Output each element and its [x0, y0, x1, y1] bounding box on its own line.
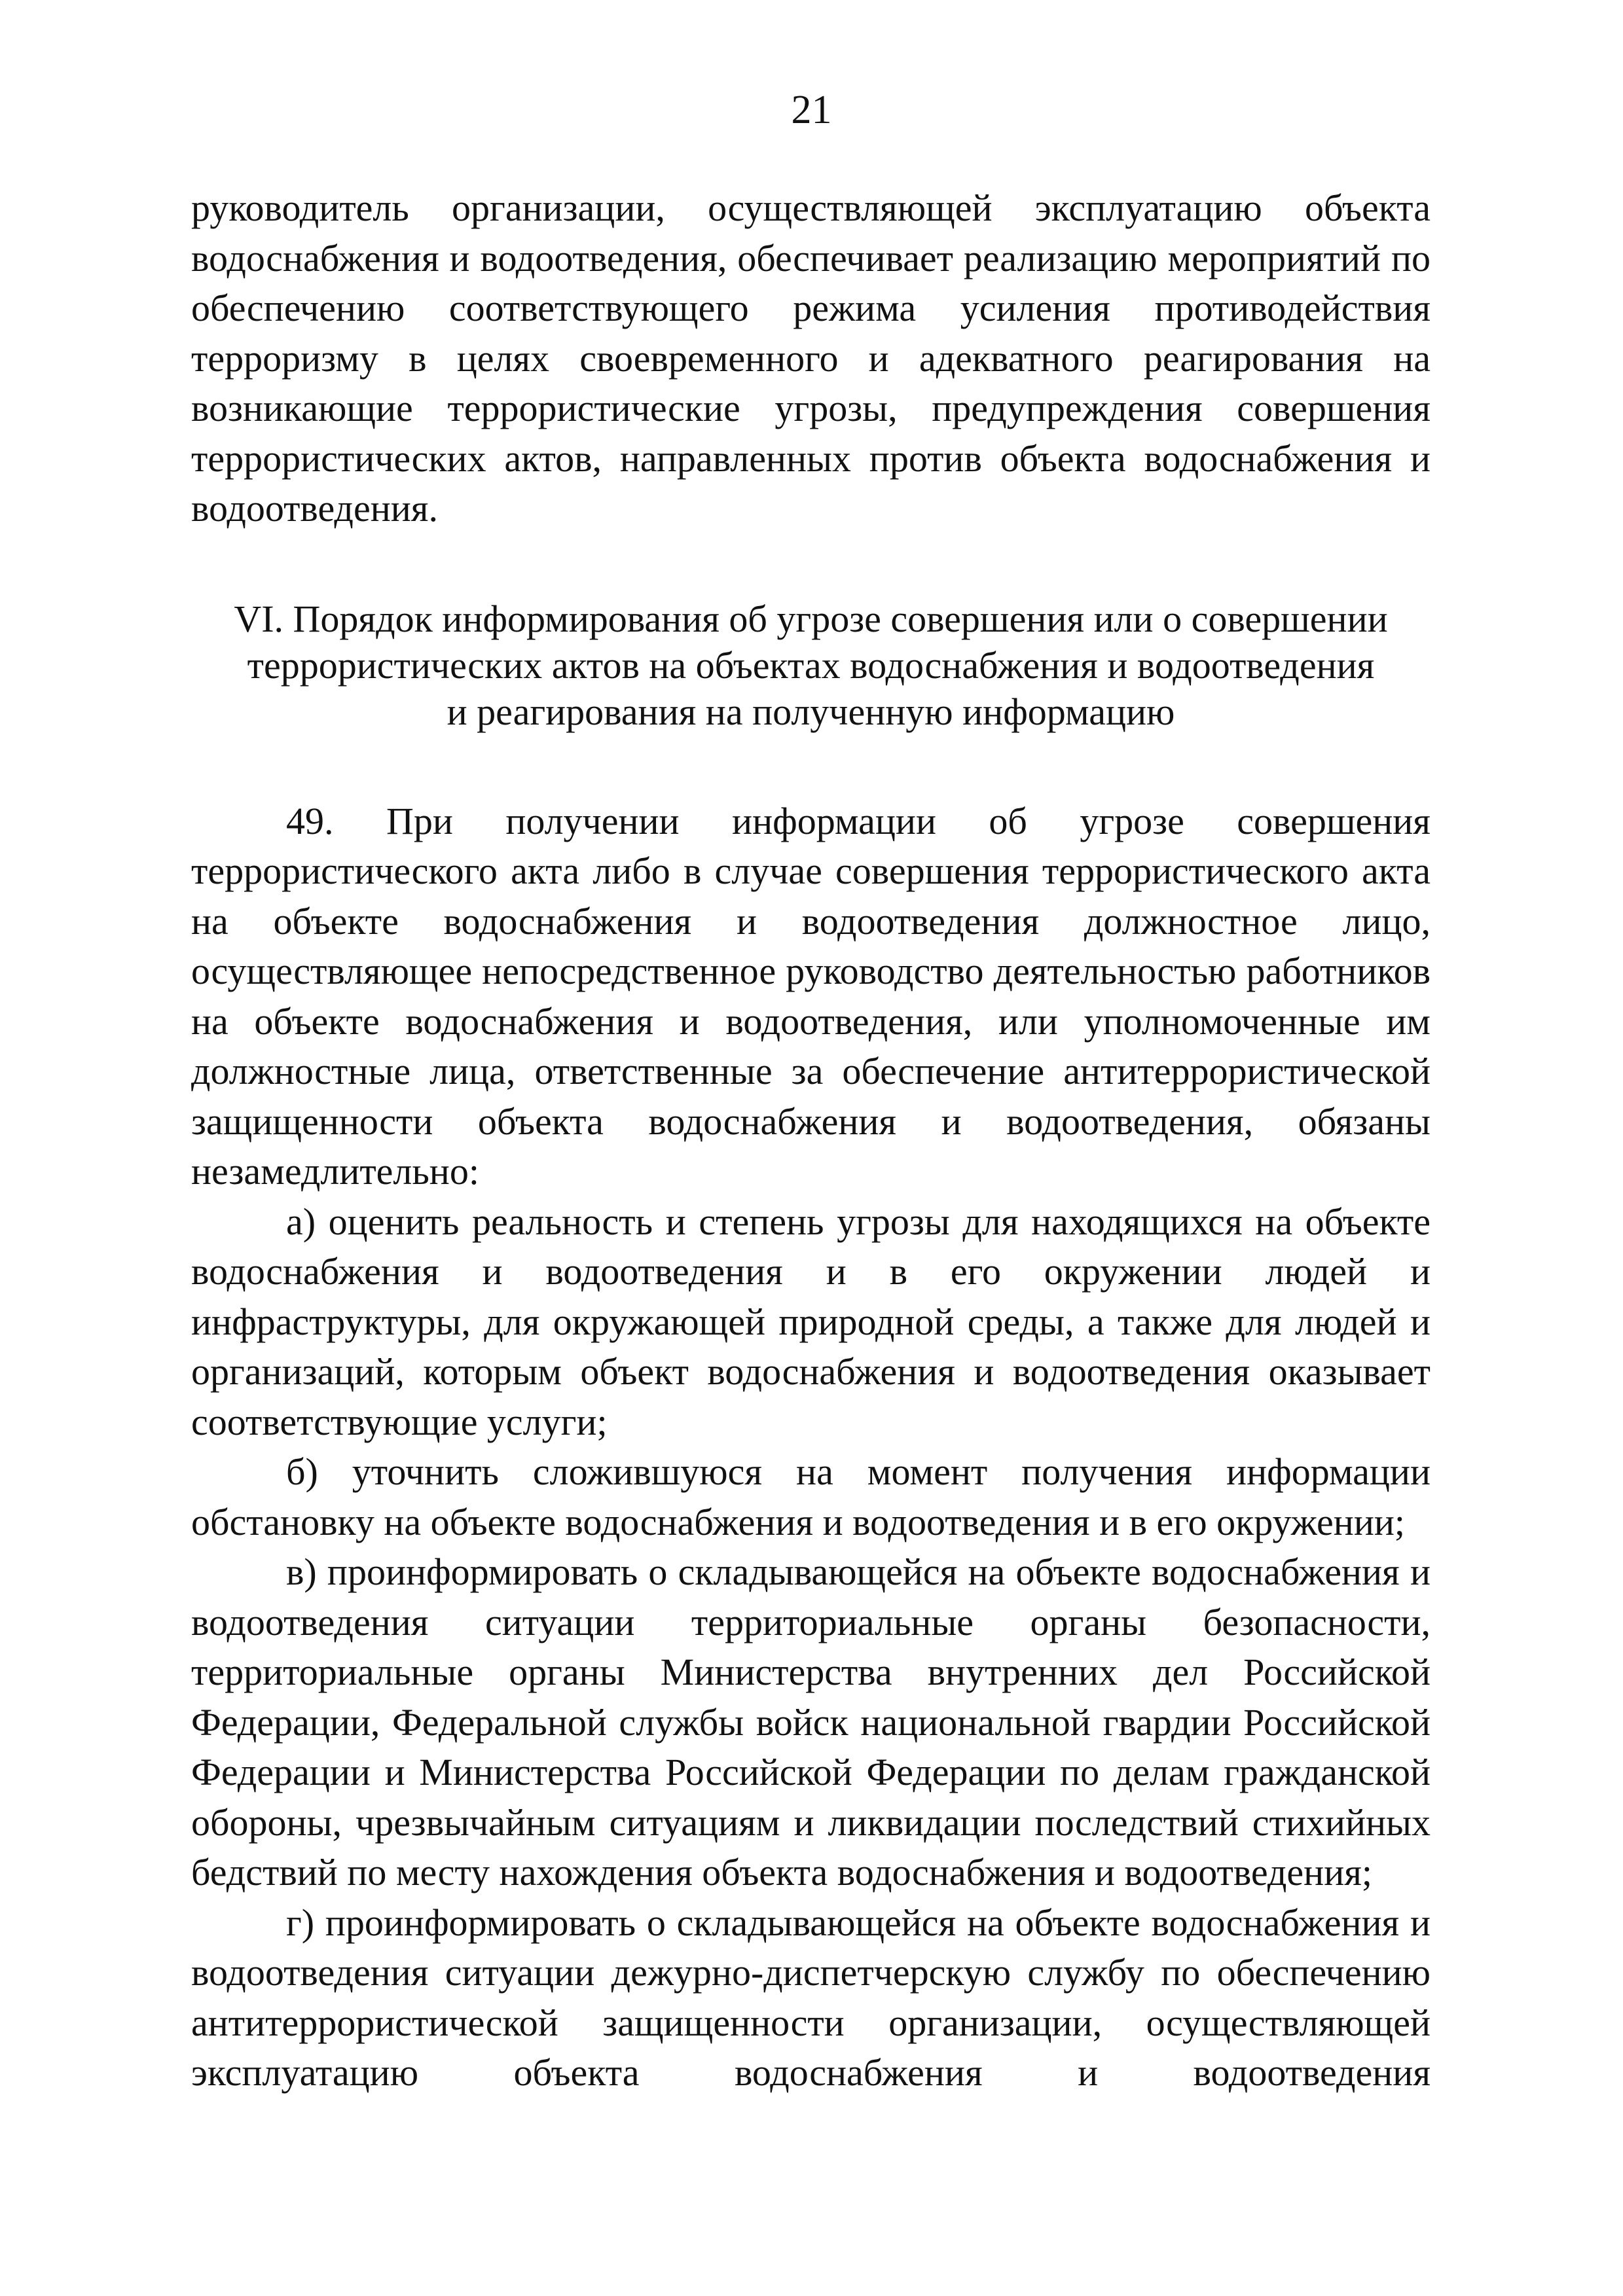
clause-item-g: г) проинформировать о складывающейся на объекте водоснабжения и водоотведения ситуации дежурно-диспетчерскую службу по обеспечению антитеррористической защищенности организации, осуществляющей эксплуатацию объекта водоснабжения и водоотведения: [191, 1901, 1431, 2094]
document-body: [191, 183, 1431, 2098]
clause-item-v: в) проинформировать о складывающейся на объекте водоснабжения и водоотведения ситуации территориальные органы безопасности, территориальные органы Министерства внутренних дел Российской Федерации, Федеральной службы войск национальной гвардии Российской Федерации и Министерства Российской Федерации по делам гражданской обороны, чрезвычайным ситуациям и ликвидации последствий стихийных бедствий по месту нахождения объекта водоснабжения и водоотведения;: [191, 1551, 1431, 1893]
clause-item-a: а) оценить реальность и степень угрозы для находящихся на объекте водоснабжения и водоотведения и в его окружении людей и инфраструктуры, для окружающей природной среды, а также для людей и организаций, которым объект водоснабжения и водоотведения оказывает соответствующие услуги;: [191, 1200, 1431, 1443]
section-heading-line-3: и реагирования на полученную информацию: [447, 690, 1175, 733]
clause-item-b: б) уточнить сложившуюся на момент получения информации обстановку на объекте водоснабжения и водоотведения и в его окружении;: [191, 1450, 1431, 1543]
section-heading: [191, 596, 1431, 735]
clause-49: 49. При получении информации об угрозе совершения террористического акта либо в случае совершения террористического акта на объекте водоснабжения и водоотведения должностное лицо, осуществляющее непосредственное руководство деятельностью работников на объекте водоснабжения и водоотведения, или уполномоченные им должностные лица, ответственные за обеспечение антитеррористической защищенности объекта водоснабжения и водоотведения, обязаны незамедлительно:: [191, 799, 1431, 1193]
section-heading-line-1: VI. Порядок информирования об угрозе совершения или о совершении: [234, 597, 1388, 640]
section-heading-line-2: террористических актов на объектах водоснабжения и водоотведения: [247, 643, 1375, 687]
intro-paragraph: руководитель организации, осуществляющей эксплуатацию объекта водоснабжения и водоотведения, обеспечивает реализацию мероприятий по обеспечению соответствующего режима усиления противодействия терроризму в целях своевременного и адекватного реагирования на возникающие террористические угрозы, предупреждения совершения террористических актов, направленных против объекта водоснабжения и водоотведения.: [191, 187, 1431, 529]
page-number: 21: [791, 88, 832, 132]
